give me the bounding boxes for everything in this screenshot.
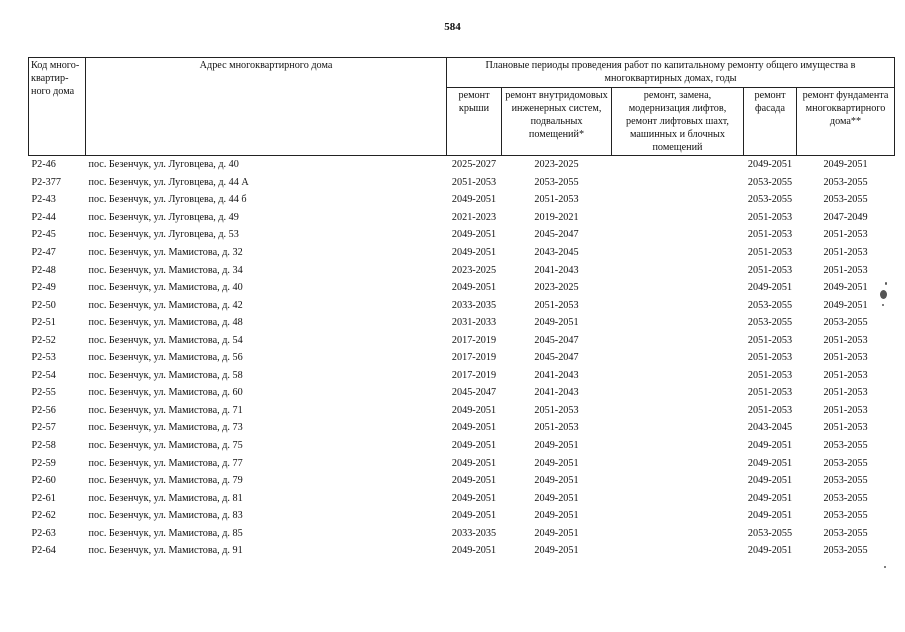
cell-systems: 2053-2055 [534,176,579,188]
cell-foundation: 2051-2053 [823,247,868,258]
cell-address: пос. Безенчук, ул. Мамистова, д. 75 [88,440,243,452]
table-row [29,367,895,385]
cell-roof: 2049-2051 [451,510,497,522]
cell-systems: 2045-2047 [534,229,579,241]
cell-code: P2-55 [31,387,56,399]
cell-address: пос. Безенчук, ул. Мамистова, д. 40 [88,282,243,294]
cell-roof: 2017-2019 [451,334,497,346]
cell-foundation: 2053-2055 [823,440,868,452]
cell-code: P2-54 [31,369,56,381]
page-number: 584 [444,21,461,33]
cell-foundation: 2049-2051 [823,159,868,171]
scan-speck [885,282,887,285]
table-row [29,244,895,262]
cell-elevators [612,226,744,244]
cell-foundation: 2047-2049 [823,211,868,223]
cell-code: P2-60 [31,475,56,487]
cell-facade: 2051-2053 [747,404,793,416]
cell-roof: 2049-2051 [451,282,497,294]
cell-address: пос. Безенчук, ул. Мамистова, д. 91 [88,545,243,557]
cell-address: пос. Безенчук, ул. Мамистова, д. 77 [88,457,243,469]
cell-address: пос. Безенчук, ул. Мамистова, д. 85 [88,527,243,539]
cell-address: пос. Безенчук, ул. Мамистова, д. 42 [88,299,243,311]
table-row [29,384,895,402]
cell-elevators [612,314,744,332]
table-row [29,419,895,437]
cell-code: P2-50 [31,299,56,311]
cell-roof: 2033-2035 [451,299,497,311]
cell-code: P2-45 [31,229,56,241]
cell-roof: 2049-2051 [451,404,497,416]
cell-roof: 2049-2051 [451,422,497,434]
cell-elevators [612,174,744,192]
table-row [29,507,895,525]
cell-elevators [612,209,744,227]
cell-roof: 2025-2027 [451,159,497,171]
table-row [29,279,895,297]
cell-address: пос. Безенчук, ул. Мамистова, д. 48 [88,317,243,329]
cell-facade: 2043-2045 [747,422,793,434]
cell-roof: 2049-2051 [451,457,497,469]
table-header [29,58,895,156]
cell-roof: 2049-2051 [451,545,497,557]
cell-address: пос. Безенчук, ул. Мамистова, д. 34 [88,264,243,276]
cell-roof: 2049-2051 [451,492,497,504]
table-row [29,209,895,227]
cell-elevators [612,472,744,490]
table-row [29,156,895,174]
table-body [29,156,895,560]
cell-foundation: 2053-2055 [823,194,868,206]
table-row [29,472,895,490]
cell-facade: 2049-2051 [747,510,793,522]
cell-foundation: 2053-2055 [823,545,868,557]
table-row [29,226,895,244]
cell-facade: 2049-2051 [747,492,793,504]
cell-foundation: 2049-2051 [823,299,868,311]
cell-foundation: 2051-2053 [823,229,868,241]
cell-address: пос. Безенчук, ул. Луговцева, д. 44 А [88,176,249,188]
cell-elevators [612,524,744,542]
cell-address: пос. Безенчук, ул. Луговцева, д. 44 б [88,194,247,206]
cell-code: P2-62 [31,510,56,522]
table-row [29,524,895,542]
cell-facade: 2053-2055 [747,299,793,311]
cell-address: пос. Безенчук, ул. Мамистова, д. 32 [88,247,243,258]
cell-address: пос. Безенчук, ул. Мамистова, д. 81 [88,492,243,504]
cell-facade: 2049-2051 [747,282,793,294]
cell-address: пос. Безенчук, ул. Мамистова, д. 73 [88,422,243,434]
cell-foundation: 2051-2053 [823,352,868,364]
cell-foundation: 2053-2055 [823,176,868,188]
cell-roof: 2021-2023 [451,211,497,223]
cell-elevators [612,384,744,402]
cell-elevators [612,261,744,279]
scan-speck [884,566,886,568]
cell-elevators [612,402,744,420]
cell-elevators [612,244,744,262]
cell-roof: 2017-2019 [451,369,497,381]
cell-code: P2-56 [31,404,56,416]
cell-elevators [612,437,744,455]
cell-elevators [612,507,744,525]
cell-facade: 2051-2053 [747,352,793,364]
table-row [29,174,895,192]
cell-facade: 2049-2051 [747,545,793,557]
cell-elevators [612,349,744,367]
cell-code: P2-64 [31,545,56,557]
cell-roof: 2023-2025 [451,264,497,276]
cell-facade: 2053-2055 [747,527,793,539]
cell-roof: 2049-2051 [451,247,497,258]
cell-code: P2-53 [31,352,56,364]
header-foundation: ремонт фундамента многоквартирного дома** [797,88,895,156]
cell-facade: 2053-2055 [747,317,793,329]
cell-systems: 2041-2043 [534,387,579,399]
cell-address: пос. Безенчук, ул. Луговцева, д. 53 [88,229,239,241]
cell-systems: 2051-2053 [534,194,579,206]
cell-code: P2-61 [31,492,56,504]
header-roof: ремонт крыши [447,88,502,156]
cell-systems: 2049-2051 [534,510,579,522]
header-facade: ремонт фасада [744,88,797,156]
cell-foundation: 2051-2053 [823,264,868,276]
cell-foundation: 2053-2055 [823,457,868,469]
cell-foundation: 2051-2053 [823,334,868,346]
table-row [29,402,895,420]
cell-facade: 2053-2055 [747,176,793,188]
cell-systems: 2019-2021 [534,211,579,223]
cell-code: P2-51 [31,317,56,329]
cell-roof: 2049-2051 [451,475,497,487]
cell-address: пос. Безенчук, ул. Мамистова, д. 71 [88,404,243,416]
cell-systems: 2049-2051 [534,457,579,469]
cell-roof: 2033-2035 [451,527,497,539]
cell-elevators [612,454,744,472]
table-row [29,349,895,367]
cell-foundation: 2051-2053 [823,404,868,416]
cell-systems: 2049-2051 [534,475,579,487]
cell-facade: 2049-2051 [747,159,793,171]
table-row [29,437,895,455]
cell-systems: 2041-2043 [534,264,579,276]
cell-address: пос. Безенчук, ул. Мамистова, д. 54 [88,334,243,346]
cell-roof: 2049-2051 [451,440,497,452]
scan-speck [880,290,887,299]
cell-systems: 2051-2053 [534,404,579,416]
cell-address: пос. Безенчук, ул. Мамистова, д. 60 [88,387,243,399]
cell-foundation: 2053-2055 [823,475,868,487]
header-plan-periods: Плановые периоды проведения работ по капитальному ремонту общего имущества в многоквартирных домах, годы [447,58,895,88]
cell-foundation: 2051-2053 [823,387,868,399]
cell-facade: 2051-2053 [747,334,793,346]
cell-systems: 2045-2047 [534,352,579,364]
table-row [29,489,895,507]
cell-elevators [612,367,744,385]
cell-systems: 2051-2053 [534,422,579,434]
header-systems: ремонт внутридомовых инженерных систем, подвальных помещений* [502,88,612,156]
cell-facade: 2051-2053 [747,247,793,258]
cell-elevators [612,489,744,507]
cell-elevators [612,331,744,349]
cell-foundation: 2051-2053 [823,369,868,381]
cell-foundation: 2053-2055 [823,510,868,522]
capital-repair-table [28,57,895,560]
cell-facade: 2051-2053 [747,369,793,381]
cell-systems: 2043-2045 [534,247,579,258]
cell-facade: 2049-2051 [747,440,793,452]
scan-speck [882,304,884,306]
cell-address: пос. Безенчук, ул. Луговцева, д. 49 [88,211,239,223]
cell-roof: 2045-2047 [451,387,497,399]
cell-code: P2-377 [31,176,61,188]
cell-address: пос. Безенчук, ул. Мамистова, д. 83 [88,510,243,522]
cell-systems: 2041-2043 [534,369,579,381]
cell-facade: 2051-2053 [747,211,793,223]
cell-facade: 2051-2053 [747,264,793,276]
cell-roof: 2031-2033 [451,317,497,329]
cell-code: P2-52 [31,334,56,346]
cell-address: пос. Безенчук, ул. Луговцева, д. 40 [88,159,239,171]
cell-elevators [612,296,744,314]
cell-address: пос. Безенчук, ул. Мамистова, д. 79 [88,475,243,487]
cell-systems: 2023-2025 [534,282,579,294]
cell-elevators [612,279,744,297]
table-row [29,296,895,314]
cell-systems: 2049-2051 [534,492,579,504]
cell-code: P2-57 [31,422,56,434]
cell-roof: 2051-2053 [451,176,497,188]
cell-code: P2-58 [31,440,56,452]
header-address: Адрес многоквартирного дома [86,58,447,156]
cell-roof: 2049-2051 [451,194,497,206]
header-code: Код много-квартир-ного дома [29,58,86,156]
cell-facade: 2051-2053 [747,229,793,241]
table-row [29,261,895,279]
cell-code: P2-49 [31,282,56,294]
cell-systems: 2049-2051 [534,545,579,557]
cell-elevators [612,156,744,174]
cell-systems: 2051-2053 [534,299,579,311]
cell-elevators [612,542,744,560]
cell-facade: 2053-2055 [747,194,793,206]
header-elevators: ремонт, замена, модернизация лифтов, ремонт лифтовых шахт, машинных и блочных помещений [612,88,744,156]
cell-elevators [612,191,744,209]
cell-roof: 2049-2051 [451,229,497,241]
cell-systems: 2049-2051 [534,317,579,329]
cell-elevators [612,419,744,437]
cell-code: P2-63 [31,527,56,539]
cell-systems: 2023-2025 [534,159,579,171]
cell-foundation: 2049-2051 [823,282,868,294]
cell-facade: 2051-2053 [747,387,793,399]
cell-code: P2-46 [31,159,56,171]
table-row [29,542,895,560]
cell-foundation: 2053-2055 [823,317,868,329]
cell-code: P2-47 [31,247,56,258]
cell-code: P2-43 [31,194,56,206]
cell-roof: 2017-2019 [451,352,497,364]
table-row [29,454,895,472]
cell-code: P2-48 [31,264,56,276]
cell-facade: 2049-2051 [747,457,793,469]
table-row [29,314,895,332]
cell-systems: 2049-2051 [534,440,579,452]
table-row [29,191,895,209]
cell-foundation: 2053-2055 [823,527,868,539]
cell-foundation: 2053-2055 [823,492,868,504]
cell-address: пос. Безенчук, ул. Мамистова, д. 58 [88,369,243,381]
cell-systems: 2049-2051 [534,527,579,539]
cell-systems: 2045-2047 [534,334,579,346]
table-row [29,331,895,349]
cell-code: P2-44 [31,211,56,223]
cell-facade: 2049-2051 [747,475,793,487]
cell-code: P2-59 [31,457,56,469]
cell-foundation: 2051-2053 [823,422,868,434]
cell-address: пос. Безенчук, ул. Мамистова, д. 56 [88,352,243,364]
